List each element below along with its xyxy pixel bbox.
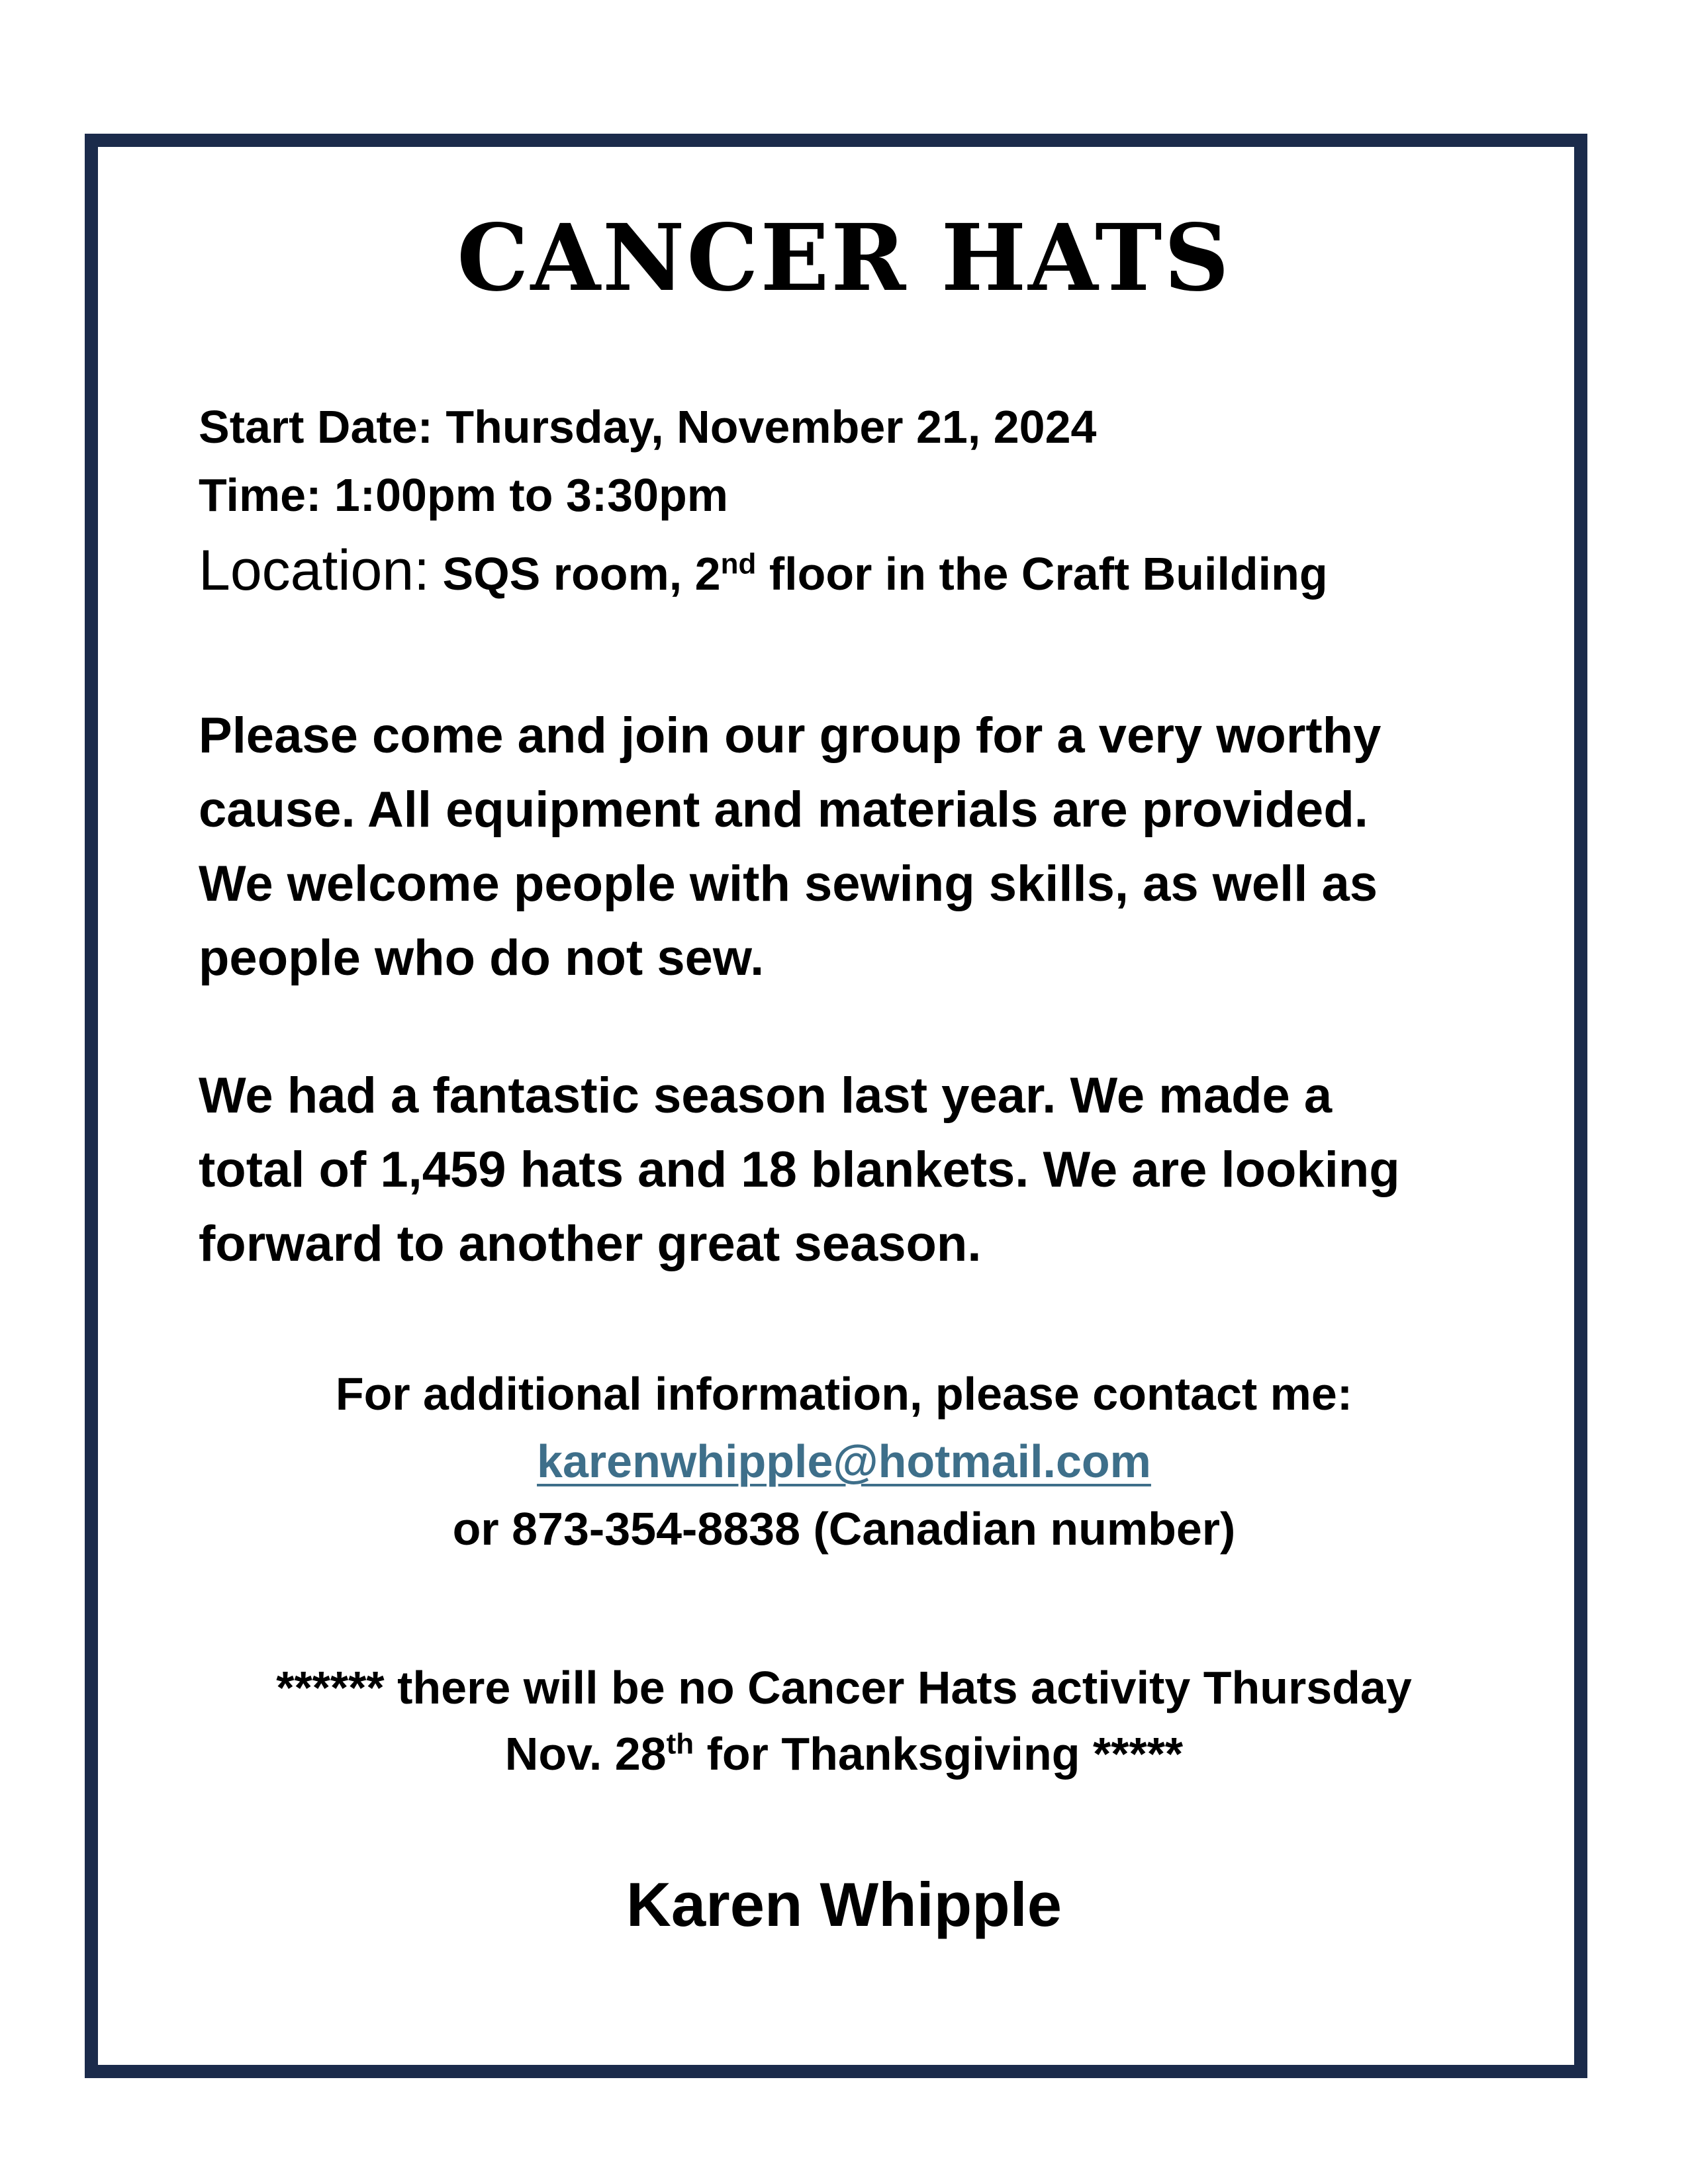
- location-value: [443, 548, 1328, 600]
- location-superscript: nd: [720, 547, 757, 580]
- season-paragraph: [199, 1059, 1523, 1281]
- invitation-paragraph: [199, 699, 1523, 995]
- holiday-notice: [0, 1655, 1688, 1787]
- notice-text: Nov. 28: [504, 1728, 667, 1780]
- paragraph-line: forward to another great season.: [199, 1216, 982, 1272]
- paragraph-line: cause. All equipment and materials are provided.: [199, 782, 1368, 838]
- contact-phone: or 873-354-8838 (Canadian number): [452, 1503, 1236, 1555]
- start-date: Start Date: Thursday, November 21, 2024: [199, 401, 1097, 453]
- notice-line: ****** there will be no Cancer Hats activity Thursday: [276, 1662, 1412, 1713]
- event-time: Time: 1:00pm to 3:30pm: [199, 469, 729, 521]
- signature: Karen Whipple: [626, 1870, 1062, 1939]
- location-text-rest: floor in the Craft Building: [756, 548, 1328, 600]
- contact-section: [0, 1360, 1688, 1563]
- location-text: SQS room, 2: [442, 548, 721, 600]
- paragraph-line: total of 1,459 hats and 18 blankets. We are looking: [199, 1142, 1400, 1198]
- contact-intro: For additional information, please contact me:: [335, 1368, 1353, 1420]
- notice-text-rest: for Thanksgiving *****: [694, 1728, 1184, 1780]
- event-location: [199, 537, 1328, 607]
- paragraph-line: Please come and join our group for a very worthy: [199, 707, 1382, 764]
- paragraph-line: We welcome people with sewing skills, as well as: [199, 856, 1378, 912]
- location-label: Location:: [199, 539, 430, 602]
- paragraph-line: We had a fantastic season last year. We made a: [199, 1068, 1333, 1124]
- page-title: CANCER HATS: [457, 204, 1231, 312]
- email-link[interactable]: karenwhipple@hotmail.com: [537, 1435, 1151, 1487]
- paragraph-line: people who do not sew.: [199, 930, 765, 986]
- notice-line: [0, 1721, 1688, 1787]
- notice-superscript: th: [666, 1727, 694, 1760]
